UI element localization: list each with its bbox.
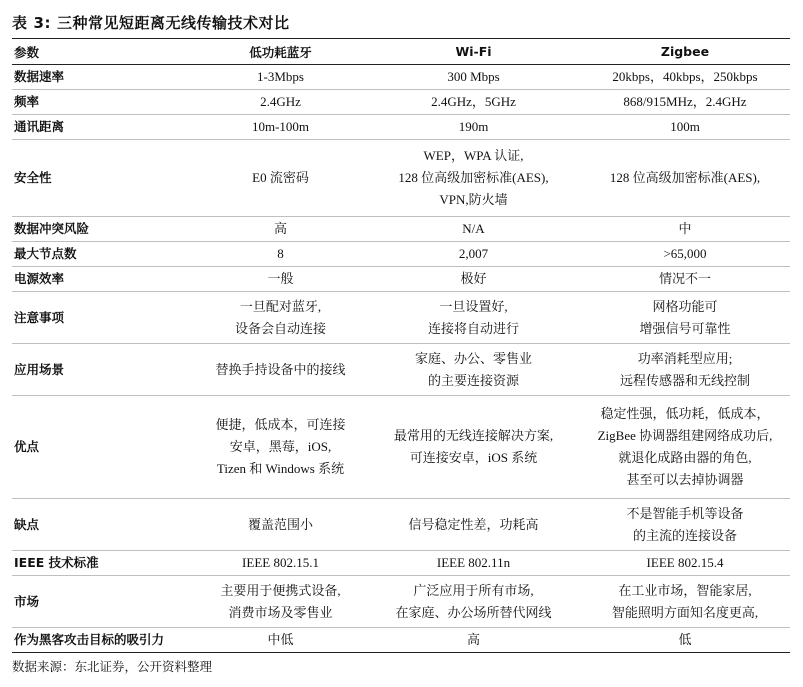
cell-line: 2,007 [458, 246, 489, 261]
cell-ble [194, 499, 367, 551]
cell-ble [194, 576, 367, 628]
cell-line: 家庭、办公、零售业 [414, 350, 532, 366]
cell-line: 一般 [267, 271, 294, 286]
cell-line: 安卓，黑莓，iOS, [229, 439, 332, 454]
source-note: 数据来源：东北证券，公开资料整理 [12, 659, 213, 674]
cell-zigbee [580, 267, 790, 292]
cell-zigbee [580, 551, 790, 576]
cell-line: 功率消耗型应用; [637, 350, 733, 366]
row-label: 通讯距离 [12, 115, 194, 140]
cell-zigbee [580, 292, 790, 344]
cell-line: 情况不一 [658, 271, 711, 286]
cell-line: 不是智能手机等设备 [626, 505, 744, 521]
cell-line: 10m-100m [251, 119, 310, 134]
cell-wifi [367, 292, 580, 344]
cell-line: 可连接安卓，iOS 系统 [409, 450, 538, 465]
cell-ble [194, 396, 367, 499]
cell-ble [194, 344, 367, 396]
cell-wifi [367, 90, 580, 115]
table-row [12, 628, 790, 653]
row-label: 数据冲突风险 [12, 217, 194, 242]
cell-line: 128 位高级加密标准(AES), [398, 170, 549, 185]
cell-line: 一旦设置好, [439, 298, 508, 314]
cell-wifi [367, 267, 580, 292]
table-row [12, 65, 790, 90]
table-body [12, 65, 790, 653]
cell-zigbee [580, 115, 790, 140]
cell-line: WEP，WPA 认证, [423, 148, 524, 163]
cell-wifi [367, 217, 580, 242]
table-row [12, 499, 790, 551]
cell-line: 便捷，低成本，可连接 [215, 417, 346, 432]
cell-line: 高 [466, 632, 480, 647]
cell-line: 就退化成路由器的角色, [618, 450, 752, 465]
header-row [12, 39, 790, 65]
cell-line: 替换手持设备中的接线 [215, 361, 346, 377]
cell-line: 极好 [460, 271, 487, 286]
cell-line: 信号稳定性差，功耗高 [408, 516, 539, 532]
row-label: 作为黑客攻击目标的吸引力 [12, 628, 194, 653]
cell-line: E0 流密码 [252, 170, 309, 185]
cell-wifi [367, 140, 580, 217]
cell-line: 一旦配对蓝牙, [239, 298, 322, 314]
cell-line: 1-3Mbps [257, 69, 304, 84]
cell-line: 广泛应用于所有市场, [413, 582, 534, 598]
table-row [12, 576, 790, 628]
cell-line: 主要用于便携式设备, [220, 582, 341, 598]
cell-line: 300 Mbps [447, 69, 500, 84]
cell-line: 在家庭、办公场所替代网线 [395, 604, 552, 620]
comparison-table [12, 38, 790, 653]
cell-ble [194, 551, 367, 576]
cell-wifi [367, 628, 580, 653]
cell-ble [194, 90, 367, 115]
header-cell-wifi: Wi-Fi [367, 39, 580, 65]
header-cell-parameter: 参数 [12, 39, 194, 65]
cell-line: 的主流的连接设备 [632, 527, 737, 543]
table-row [12, 90, 790, 115]
row-label: 安全性 [12, 140, 194, 217]
header-cell-ble: 低功耗蓝牙 [194, 39, 367, 65]
cell-line: IEEE 802.11n [436, 555, 511, 570]
table-row [12, 140, 790, 217]
header-cell-zigbee: Zigbee [580, 39, 790, 65]
row-label: 优点 [12, 396, 194, 499]
cell-line: 20kbps，40kbps，250kbps [612, 69, 758, 84]
cell-line: 覆盖范围小 [247, 516, 313, 532]
cell-line: 设备会自动连接 [234, 320, 326, 336]
table-row [12, 217, 790, 242]
table-title-text: 三种常见短距离无线传输技术对比 [56, 14, 290, 32]
cell-zigbee [580, 242, 790, 267]
row-label: 注意事项 [12, 292, 194, 344]
table-row [12, 267, 790, 292]
cell-line: 智能照明方面知名度更高, [611, 604, 759, 620]
cell-line: 远程传感器和无线控制 [619, 372, 750, 388]
cell-ble [194, 292, 367, 344]
cell-wifi [367, 576, 580, 628]
cell-zigbee [580, 499, 790, 551]
cell-line: 190m [458, 119, 489, 134]
row-label: 市场 [12, 576, 194, 628]
row-label: 应用场景 [12, 344, 194, 396]
cell-wifi [367, 344, 580, 396]
cell-wifi [367, 242, 580, 267]
cell-ble [194, 115, 367, 140]
table-title-number: 3: [33, 14, 51, 32]
cell-wifi [367, 499, 580, 551]
cell-line: 增强信号可靠性 [639, 320, 731, 336]
table-title [12, 12, 289, 33]
cell-line: 在工业市场，智能家居, [618, 582, 752, 598]
cell-line: 网格功能可 [652, 298, 718, 314]
row-label: 电源效率 [12, 267, 194, 292]
cell-line: 稳定性强，低功耗，低成本， [600, 406, 770, 421]
cell-ble [194, 267, 367, 292]
table-row [12, 292, 790, 344]
cell-line: ZigBee 协调器组建网络成功后, [597, 428, 773, 443]
cell-line: 低 [678, 632, 692, 647]
cell-line: 2.4GHz [260, 94, 301, 109]
cell-line: 高 [273, 221, 287, 236]
cell-zigbee [580, 576, 790, 628]
table-title-prefix: 表 [12, 14, 28, 32]
row-label: 缺点 [12, 499, 194, 551]
cell-ble [194, 217, 367, 242]
cell-wifi [367, 115, 580, 140]
table-row [12, 551, 790, 576]
cell-zigbee [580, 90, 790, 115]
cell-line: 100m [670, 119, 700, 134]
cell-line: 中低 [267, 632, 294, 647]
row-label: IEEE 技术标准 [12, 551, 194, 576]
table-header [12, 39, 790, 65]
cell-zigbee [580, 217, 790, 242]
cell-ble [194, 140, 367, 217]
cell-ble [194, 65, 367, 90]
cell-line: IEEE 802.15.4 [646, 555, 724, 570]
cell-line: 连接将自动进行 [427, 320, 519, 336]
cell-wifi [367, 65, 580, 90]
table-row [12, 396, 790, 499]
cell-line: Tizen 和 Windows 系统 [216, 461, 345, 476]
cell-ble [194, 628, 367, 653]
cell-line: 甚至可以去掉协调器 [626, 472, 744, 487]
cell-line: 消费市场及零售业 [228, 604, 333, 620]
cell-line: 8 [277, 246, 284, 261]
table-row [12, 242, 790, 267]
cell-line: N/A [462, 221, 485, 236]
cell-line: 最常用的无线连接解决方案, [393, 428, 554, 443]
cell-zigbee [580, 396, 790, 499]
cell-line: 868/915MHz，2.4GHz [623, 94, 747, 109]
cell-line: 128 位高级加密标准(AES), [609, 170, 761, 185]
cell-wifi [367, 551, 580, 576]
row-label: 频率 [12, 90, 194, 115]
cell-zigbee [580, 140, 790, 217]
cell-zigbee [580, 344, 790, 396]
table-row [12, 344, 790, 396]
cell-line: 的主要连接资源 [427, 372, 519, 388]
cell-line: 中 [678, 221, 692, 236]
cell-line: 2.4GHz，5GHz [431, 94, 516, 109]
row-label: 最大节点数 [12, 242, 194, 267]
cell-wifi [367, 396, 580, 499]
cell-zigbee [580, 628, 790, 653]
cell-line: VPN,防火墙 [439, 192, 508, 207]
cell-zigbee [580, 65, 790, 90]
row-label: 数据速率 [12, 65, 194, 90]
table-row [12, 115, 790, 140]
cell-ble [194, 242, 367, 267]
cell-line: IEEE 802.15.1 [242, 555, 319, 570]
cell-line: >65,000 [663, 246, 707, 261]
